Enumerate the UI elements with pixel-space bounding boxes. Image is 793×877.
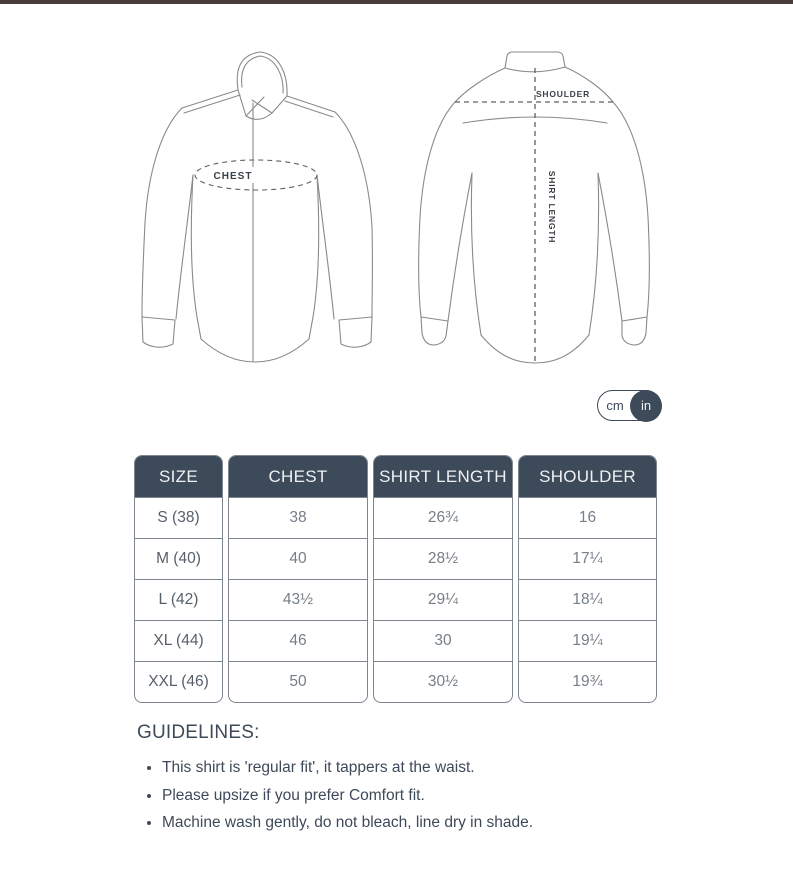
guideline-item: • Machine wash gently, do not bleach, line dry in shade. [162,814,657,833]
shirt-length-cell: 30½ [374,661,512,702]
size-table [134,455,657,703]
column-header-chest: CHEST [229,456,367,497]
shirt-back-diagram [415,45,665,367]
shirt-length-column [373,455,513,703]
chest-cell: 50 [229,661,367,702]
shoulder-cell: 17¼ [519,538,656,579]
unit-option-cm[interactable]: cm [606,397,624,413]
shirt-length-cell: 29¼ [374,579,512,620]
chest-cell: 43½ [229,579,367,620]
top-accent-bar [0,0,793,4]
chest-cell: 38 [229,497,367,538]
chest-cell: 40 [229,538,367,579]
shoulder-cell: 18¼ [519,579,656,620]
guideline-item: • This shirt is 'regular fit', it tappers at the waist. [162,759,657,778]
chest-cell: 46 [229,620,367,661]
shirt-length-cell: 28½ [374,538,512,579]
shoulder-cell: 19¼ [519,620,656,661]
chest-column [228,455,368,703]
shoulder-cell: 19¾ [519,661,656,702]
shirt-front-diagram [139,45,395,367]
size-cell: L (42) [135,579,222,620]
chest-label: CHEST [213,171,253,182]
unit-option-in[interactable]: in [630,390,662,422]
shoulder-cell: 16 [519,497,656,538]
column-header-shoulder: SHOULDER [519,456,656,497]
column-header-size: SIZE [135,456,222,497]
shirt-length-label: SHIRT LENGTH [547,170,557,244]
shoulder-label: SHOULDER [535,89,591,99]
shirt-length-cell: 26¾ [374,497,512,538]
size-cell: M (40) [135,538,222,579]
size-cell: XL (44) [135,620,222,661]
shirt-diagrams [139,45,665,367]
unit-toggle[interactable] [597,390,661,421]
column-header-shirt-length: SHIRT LENGTH [374,456,512,497]
guideline-item: • Please upsize if you prefer Comfort fit. [162,787,657,806]
shirt-length-cell: 30 [374,620,512,661]
size-cell: S (38) [135,497,222,538]
size-cell: XXL (46) [135,661,222,702]
size-column [134,455,223,703]
guidelines-list [137,759,657,833]
guidelines-section [137,722,657,842]
guidelines-title: GUIDELINES: [137,722,260,743]
shoulder-column [518,455,657,703]
